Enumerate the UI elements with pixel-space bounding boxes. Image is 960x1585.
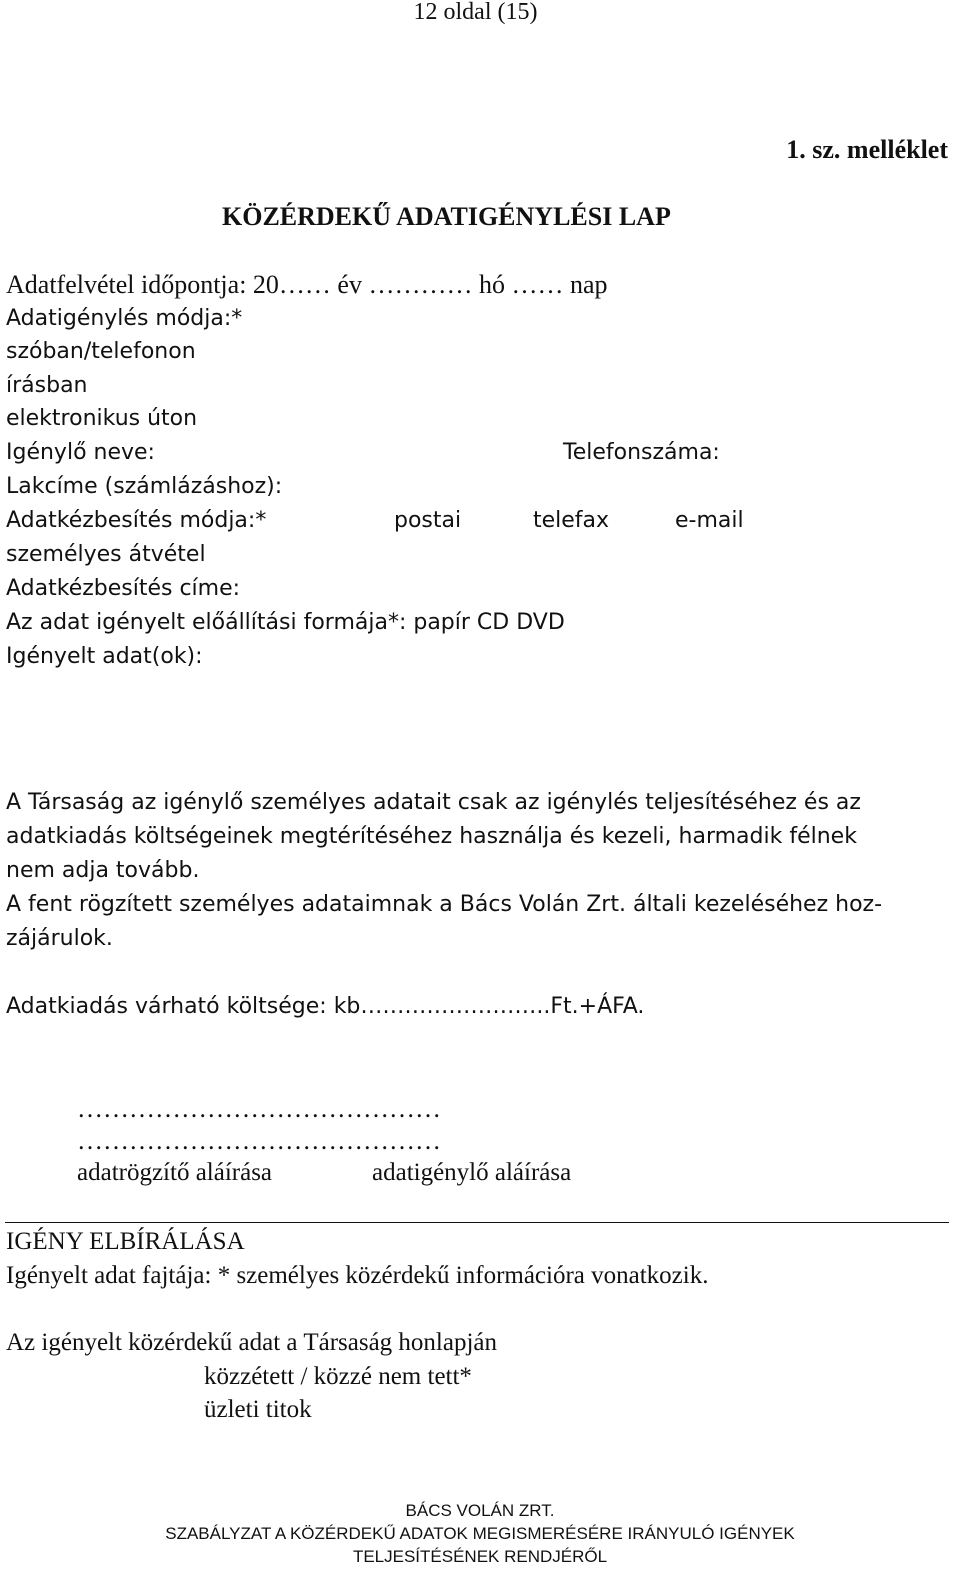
cost-line: Adatkiadás várható költsége: kb……………………..Ft.+ÁFA. [6,994,645,1019]
signature-dots-line-1: …………………………………… [77,1094,441,1123]
consent-line-1: A fent rögzített személyes adataimnak a Bács Volán Zrt. általi kezeléséhez hoz- [6,892,883,917]
annex-label: 1. sz. melléklet [786,135,948,164]
privacy-line-2: adatkiadás költségeinek megtérítéséhez használja és kezeli, harmadik félnek [6,824,857,849]
section-divider [5,1222,949,1223]
delivery-option-personal: személyes átvétel [6,542,206,567]
requester-name-label: Igénylő neve: [6,440,155,465]
website-line: Az igényelt közérdekű adat a Társaság honlapján [6,1329,498,1356]
privacy-line-1: A Társaság az igénylő személyes adatait csak az igénylés teljesítéséhez és az [6,790,861,815]
requester-signature-label: adatigénylő aláírása [372,1159,572,1186]
signature-dots-line-2: …………………………………… [77,1126,441,1155]
delivery-option-email: e-mail [675,508,744,533]
format-line: Az adat igényelt előállítási formája*: papír CD DVD [6,610,565,635]
published-line: közzétett / közzé nem tett* [204,1363,472,1390]
delivery-option-postal: postai [394,508,462,533]
data-type-line: Igényelt adat fajtája: * személyes közérdekű információra vonatkozik. [6,1262,709,1289]
recorder-signature-label: adatrögzítő aláírása [77,1159,273,1186]
trade-secret-line: üzleti titok [204,1396,312,1423]
delivery-address-label: Adatkézbesítés címe: [6,576,241,601]
evaluation-heading: IGÉNY ELBÍRÁLÁSA [6,1228,245,1255]
phone-label: Telefonszáma: [563,440,720,465]
delivery-option-fax: telefax [533,508,610,533]
consent-line-2: zájárulok. [6,926,113,951]
request-mode-label: Adatigénylés módja:* [6,306,243,331]
footer-regulation-line-2: TELJESÍTÉSÉNEK RENDJÉRŐL [352,1547,608,1566]
request-mode-option-verbal: szóban/telefonon [6,339,196,364]
privacy-line-3: nem adja tovább. [6,858,200,883]
footer-regulation-line-1: SZABÁLYZAT A KÖZÉRDEKŰ ADATOK MEGISMERÉSÉRE IRÁNYULÓ IGÉNYEK [165,1524,795,1543]
date-line: Adatfelvétel időpontja: 20…… év ………… hó …… nap [6,270,608,299]
requested-data-label: Igényelt adat(ok): [6,644,203,669]
request-mode-option-written: írásban [6,373,88,398]
footer-company: BÁCS VOLÁN ZRT. [405,1501,555,1520]
request-mode-option-electronic: elektronikus úton [6,406,198,431]
delivery-mode-label: Adatkézbesítés módja:* [6,508,267,533]
page-number: 12 oldal (15) [413,0,538,25]
page-title: KÖZÉRDEKŰ ADATIGÉNYLÉSI LAP [222,202,671,231]
address-label: Lakcíme (számlázáshoz): [6,474,283,499]
